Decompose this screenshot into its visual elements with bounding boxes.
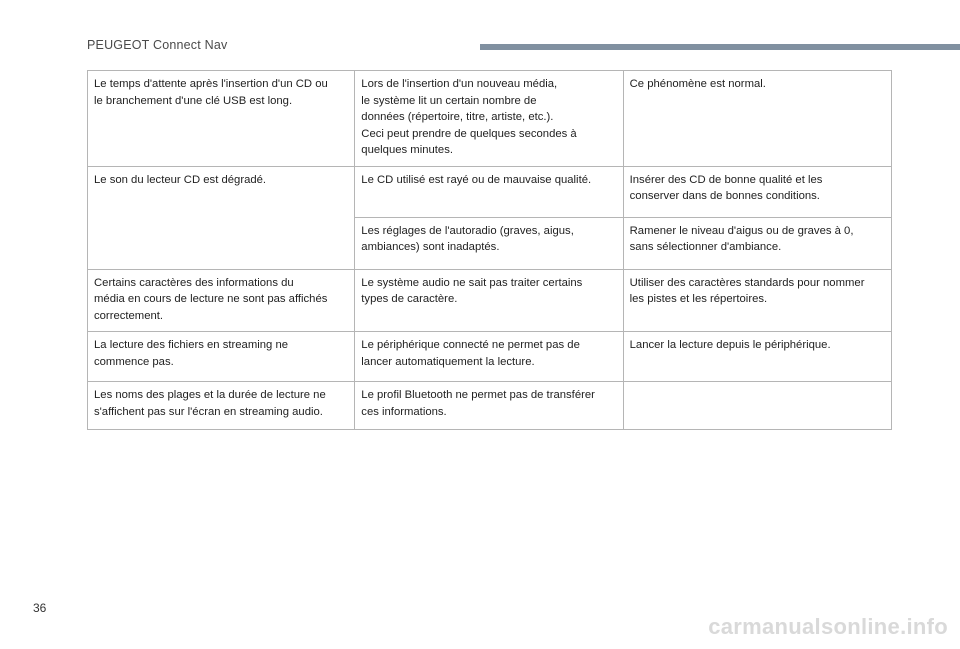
problem-cell: Le son du lecteur CD est dégradé. (88, 166, 355, 269)
solution-cell: Utiliser des caractères standards pour nommer les pistes et les répertoires. (623, 269, 891, 332)
faq-table (87, 70, 892, 430)
cause-cell: Le profil Bluetooth ne permet pas de transférer ces informations. (355, 382, 623, 430)
table-row (88, 269, 892, 332)
table-row (88, 71, 892, 167)
solution-cell: Ce phénomène est normal. (623, 71, 891, 167)
problem-cell: Les noms des plages et la durée de lecture ne s'affichent pas sur l'écran en streaming audio. (88, 382, 355, 430)
header-title: PEUGEOT Connect Nav (87, 38, 228, 52)
header-bar (480, 44, 960, 50)
problem-cell: La lecture des fichiers en streaming ne commence pas. (88, 332, 355, 382)
cause-cell: Le périphérique connecté ne permet pas de lancer automatiquement la lecture. (355, 332, 623, 382)
table-row (88, 382, 892, 430)
solution-cell (623, 382, 891, 430)
page-number: 36 (33, 601, 47, 615)
solution-cell: Lancer la lecture depuis le périphérique. (623, 332, 891, 382)
solution-cell: Insérer des CD de bonne qualité et les conserver dans de bonnes conditions. (623, 166, 891, 217)
watermark: carmanualsonline.info (708, 614, 948, 639)
problem-cell: Certains caractères des informations du média en cours de lecture ne sont pas affichés correctement. (88, 269, 355, 332)
table-row (88, 166, 892, 217)
problem-cell: Le temps d'attente après l'insertion d'un CD ou le branchement d'une clé USB est long. (88, 71, 355, 167)
cause-cell: Lors de l'insertion d'un nouveau média, le système lit un certain nombre de données (répertoire, titre, artiste, etc.). Ceci peut prendre de quelques secondes à quelques minutes. (355, 71, 623, 167)
cause-cell: Le système audio ne sait pas traiter certains types de caractère. (355, 269, 623, 332)
solution-cell: Ramener le niveau d'aigus ou de graves à 0, sans sélectionner d'ambiance. (623, 217, 891, 269)
cause-cell: Le CD utilisé est rayé ou de mauvaise qualité. (355, 166, 623, 217)
table-row (88, 332, 892, 382)
cause-cell: Les réglages de l'autoradio (graves, aigus, ambiances) sont inadaptés. (355, 217, 623, 269)
